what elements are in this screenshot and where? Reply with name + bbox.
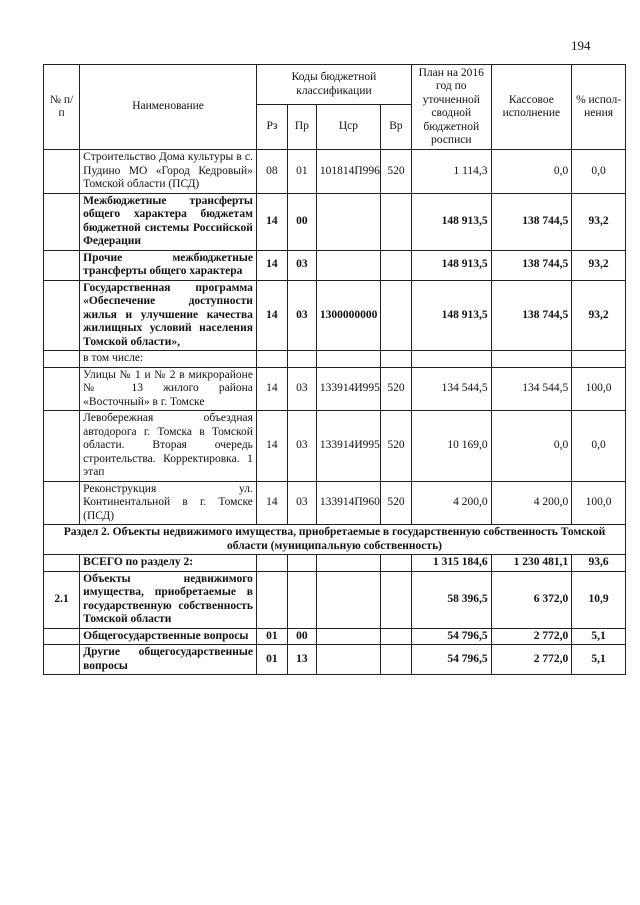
total-cash: 1 230 481,1 bbox=[491, 555, 572, 572]
row-plan: 148 913,5 bbox=[411, 193, 491, 250]
header-num: № п/п bbox=[44, 65, 80, 150]
row-plan: 148 913,5 bbox=[411, 250, 491, 280]
row-name: в том числе: bbox=[80, 351, 257, 368]
table-row bbox=[44, 150, 626, 194]
row-csr: 133914П960 bbox=[316, 481, 380, 525]
row-name: Прочие межбюджетные трансферты общего характера bbox=[80, 250, 257, 280]
row-vr bbox=[380, 571, 411, 628]
row-cash: 134 544,5 bbox=[491, 367, 572, 411]
row-rz: 14 bbox=[256, 250, 287, 280]
row-pr: 03 bbox=[287, 280, 316, 351]
row-csr: 1300000000 bbox=[316, 280, 380, 351]
row-name: Реконструкция ул. Континентальной в г. Томске (ПСД) bbox=[80, 481, 257, 525]
header-vr: Вр bbox=[380, 105, 411, 150]
row-rz: 01 bbox=[256, 628, 287, 645]
row-name: Государственная программа «Обеспечение доступности жилья и улучшение качества жилищных условий населения Томской области», bbox=[80, 280, 257, 351]
total-percent: 93,6 bbox=[572, 555, 626, 572]
section-block bbox=[44, 525, 626, 572]
row-rz: 14 bbox=[256, 367, 287, 411]
row-plan: 54 796,5 bbox=[411, 645, 491, 675]
row-vr: 520 bbox=[380, 367, 411, 411]
section-title: Раздел 2. Объекты недвижимого имущества, приобретаемые в государственную собственность Томской области (муниципальную собственность) bbox=[44, 525, 626, 555]
row-num bbox=[44, 193, 80, 250]
header-percent: % испол-нения bbox=[572, 65, 626, 150]
row-plan: 148 913,5 bbox=[411, 280, 491, 351]
budget-table bbox=[43, 64, 626, 675]
row-percent: 100,0 bbox=[572, 481, 626, 525]
row-pr bbox=[287, 571, 316, 628]
table-row bbox=[44, 250, 626, 280]
row-vr bbox=[380, 645, 411, 675]
row-pr bbox=[287, 351, 316, 368]
row-plan: 1 114,3 bbox=[411, 150, 491, 194]
row-cash: 138 744,5 bbox=[491, 193, 572, 250]
row-rz bbox=[256, 351, 287, 368]
row-cash: 0,0 bbox=[491, 150, 572, 194]
row-pr: 00 bbox=[287, 193, 316, 250]
row-rz: 14 bbox=[256, 481, 287, 525]
row-plan: 58 396,5 bbox=[411, 571, 491, 628]
row-name: Объекты недвижимого имущества, приобретаемые в государственную собственность Томской области bbox=[80, 571, 257, 628]
table-row bbox=[44, 411, 626, 482]
row-pr: 13 bbox=[287, 645, 316, 675]
row-num bbox=[44, 645, 80, 675]
row-num bbox=[44, 280, 80, 351]
row-plan: 10 169,0 bbox=[411, 411, 491, 482]
row-csr: 101814П996 bbox=[316, 150, 380, 194]
row-percent bbox=[572, 351, 626, 368]
row-name: Строительство Дома культуры в с. Пудино МО «Город Кедровый» Томской области (ПСД) bbox=[80, 150, 257, 194]
row-name: Улицы № 1 и № 2 в микрорайоне № 13 жилого района «Восточный» в г. Томске bbox=[80, 367, 257, 411]
row-rz: 01 bbox=[256, 645, 287, 675]
row-pr: 03 bbox=[287, 411, 316, 482]
row-vr bbox=[380, 628, 411, 645]
row-num bbox=[44, 250, 80, 280]
row-num bbox=[44, 481, 80, 525]
row-vr: 520 bbox=[380, 150, 411, 194]
row-num bbox=[44, 411, 80, 482]
table-row bbox=[44, 571, 626, 628]
row-rz: 14 bbox=[256, 411, 287, 482]
header-csr: Цср bbox=[316, 105, 380, 150]
page-number: 194 bbox=[571, 38, 591, 53]
total-row bbox=[44, 555, 626, 572]
row-rz bbox=[256, 571, 287, 628]
row-pr: 03 bbox=[287, 250, 316, 280]
row-cash: 0,0 bbox=[491, 411, 572, 482]
row-csr bbox=[316, 571, 380, 628]
row-plan: 134 544,5 bbox=[411, 367, 491, 411]
total-plan: 1 315 184,6 bbox=[411, 555, 491, 572]
row-csr bbox=[316, 645, 380, 675]
row-percent: 100,0 bbox=[572, 367, 626, 411]
row-cash: 138 744,5 bbox=[491, 250, 572, 280]
row-name: Общегосударственные вопросы bbox=[80, 628, 257, 645]
row-rz: 08 bbox=[256, 150, 287, 194]
table-header bbox=[44, 65, 626, 150]
row-plan bbox=[411, 351, 491, 368]
row-name: Межбюджетные трансферты общего характера бюджетам бюджетной системы Российской Федерации bbox=[80, 193, 257, 250]
row-percent: 93,2 bbox=[572, 193, 626, 250]
row-percent: 5,1 bbox=[572, 628, 626, 645]
row-plan: 4 200,0 bbox=[411, 481, 491, 525]
row-num bbox=[44, 367, 80, 411]
table-body-part1 bbox=[44, 150, 626, 525]
row-vr bbox=[380, 280, 411, 351]
row-csr: 133914И995 bbox=[316, 367, 380, 411]
row-vr bbox=[380, 193, 411, 250]
header-cash: Кассовое исполнение bbox=[491, 65, 572, 150]
row-name: Другие общегосударственные вопросы bbox=[80, 645, 257, 675]
table-row bbox=[44, 628, 626, 645]
row-pr: 03 bbox=[287, 367, 316, 411]
row-cash bbox=[491, 351, 572, 368]
row-rz: 14 bbox=[256, 280, 287, 351]
table-row bbox=[44, 351, 626, 368]
row-num bbox=[44, 351, 80, 368]
row-csr bbox=[316, 351, 380, 368]
row-cash: 4 200,0 bbox=[491, 481, 572, 525]
row-num: 2.1 bbox=[44, 571, 80, 628]
row-vr bbox=[380, 250, 411, 280]
row-cash: 138 744,5 bbox=[491, 280, 572, 351]
table-row bbox=[44, 645, 626, 675]
row-csr bbox=[316, 250, 380, 280]
table-row bbox=[44, 193, 626, 250]
row-percent: 10,9 bbox=[572, 571, 626, 628]
row-pr: 00 bbox=[287, 628, 316, 645]
row-percent: 93,2 bbox=[572, 250, 626, 280]
row-cash: 6 372,0 bbox=[491, 571, 572, 628]
total-num-cell bbox=[44, 555, 80, 572]
row-csr bbox=[316, 193, 380, 250]
row-cash: 2 772,0 bbox=[491, 628, 572, 645]
table-row bbox=[44, 280, 626, 351]
row-pr: 01 bbox=[287, 150, 316, 194]
header-name: Наименование bbox=[80, 65, 257, 150]
section-row bbox=[44, 525, 626, 555]
row-num bbox=[44, 628, 80, 645]
row-percent: 0,0 bbox=[572, 150, 626, 194]
row-percent: 93,2 bbox=[572, 280, 626, 351]
header-codes: Коды бюджетной классификации bbox=[256, 65, 411, 105]
row-csr bbox=[316, 628, 380, 645]
row-vr bbox=[380, 351, 411, 368]
row-plan: 54 796,5 bbox=[411, 628, 491, 645]
row-rz: 14 bbox=[256, 193, 287, 250]
row-percent: 5,1 bbox=[572, 645, 626, 675]
row-cash: 2 772,0 bbox=[491, 645, 572, 675]
total-label: ВСЕГО по разделу 2: bbox=[80, 555, 257, 572]
row-percent: 0,0 bbox=[572, 411, 626, 482]
row-csr: 133914И995 bbox=[316, 411, 380, 482]
table-row bbox=[44, 367, 626, 411]
header-pr: Пр bbox=[287, 105, 316, 150]
row-vr: 520 bbox=[380, 411, 411, 482]
table-body-part2 bbox=[44, 571, 626, 675]
row-num bbox=[44, 150, 80, 194]
row-pr: 03 bbox=[287, 481, 316, 525]
header-rz: Рз bbox=[256, 105, 287, 150]
row-name: Левобережная объездная автодорога г. Томска в Томской области. Вторая очередь строительства. Корректировка. 1 этап bbox=[80, 411, 257, 482]
header-plan: План на 2016 год по уточненной сводной бюджетной росписи bbox=[411, 65, 491, 150]
table-row bbox=[44, 481, 626, 525]
row-vr: 520 bbox=[380, 481, 411, 525]
